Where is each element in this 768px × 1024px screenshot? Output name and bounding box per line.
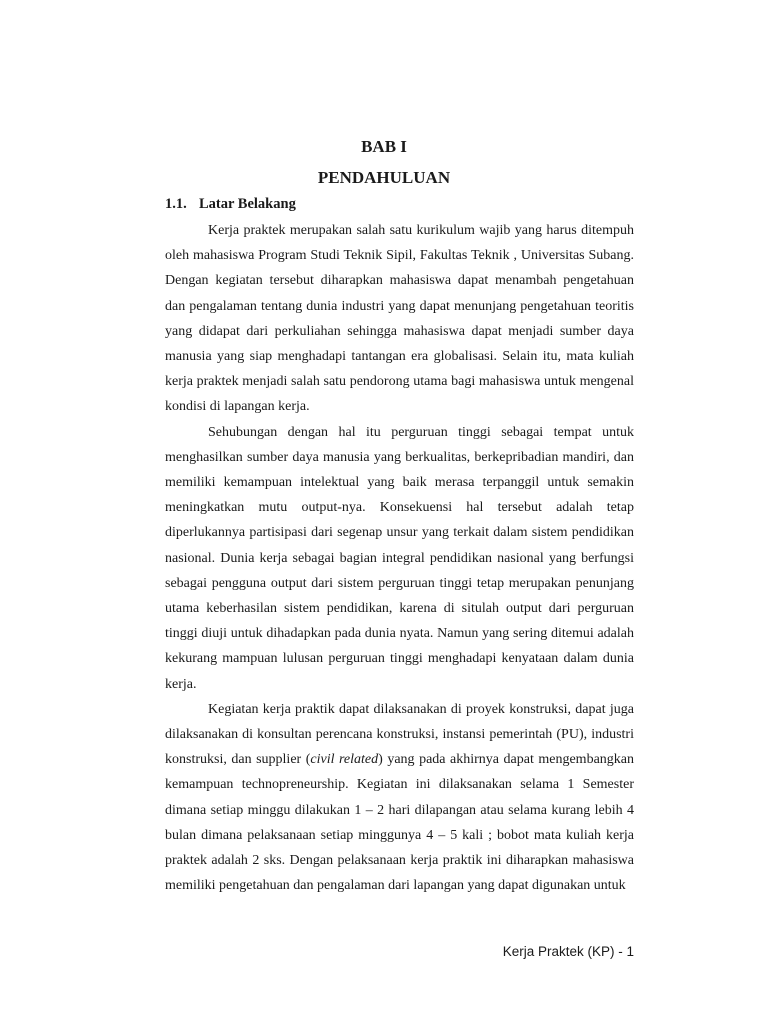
section-heading xyxy=(165,196,296,213)
paragraph-3-part-1: Kegiatan kerja praktik dapat dilaksanakan di proyek konstruksi, dapat juga dilaksanakan di konsultan perencana konstruksi, instansi pemerintah (PU), industri konstruksi, dan supplier ( xyxy=(165,701,634,768)
paragraph-3 xyxy=(165,697,634,899)
section-title: Latar Belakang xyxy=(199,196,296,212)
paragraph-1: Kerja praktek merupakan salah satu kurikulum wajib yang harus ditempuh oleh mahasiswa Program Studi Teknik Sipil, Fakultas Teknik , Universitas Subang. Dengan kegiatan tersebut diharapkan mahasiswa dapat menambah pengetahuan dan pengalaman tentang dunia industri yang dapat menunjang pengetahuan teoritis yang didapat dari perkuliahan sehingga mahasiswa dapat menjadi sumber daya manusia yang siap menghadapi tantangan era globalisasi. Selain itu, mata kuliah kerja praktek menjadi salah satu pendorong utama bagi mahasiswa untuk mengenal kondisi di lapangan kerja. xyxy=(165,223,634,415)
italic-term: civil related xyxy=(310,752,379,768)
chapter-number: BAB I xyxy=(361,137,407,156)
paragraph-3-part-2: ) yang pada akhirnya dapat mengembangkan kemampuan technopreneurship. Kegiatan ini dilaksanakan selama 1 Semester dimana setiap minggu dilakukan 1 – 2 hari dilapangan atau selama kurang lebih 4 bulan dimana pelaksanaan setiap minggunya 4 – 5 kali ; bobot mata kuliah kerja praktek adalah 2 sks. Dengan pelaksanaan kerja praktik ini diharapkan mahasiswa memiliki pengetahuan dan pengalaman dari lapangan yang dapat digunakan untuk xyxy=(165,752,634,894)
section-number: 1.1. xyxy=(165,196,187,212)
page-footer: Kerja Praktek (KP) - 1 xyxy=(502,944,634,959)
paragraph-2: Sehubungan dengan hal itu perguruan tinggi sebagai tempat untuk menghasilkan sumber daya manusia yang berkualitas, berkepribadian mandiri, dan memiliki kemampuan intelektual yang baik merasa terpanggil untuk semakin meningkatkan mutu output-nya. Konsekuensi hal tersebut adalah tetap diperlukannya partisipasi dari segenap unsur yang terkait dalam sistem pendidikan nasional. Dunia kerja sebagai bagian integral pendidikan nasional yang berfungsi sebagai pengguna output dari sistem perguruan tinggi tetap merupakan penunjang utama keberhasilan sistem pendidikan, karena di situlah output dari perguruan tinggi diuji untuk dihadapkan pada dunia nyata. Namun yang sering ditemui adalah kekurang mampuan lulusan perguruan tinggi menghadapi kenyataan dalam dunia kerja. xyxy=(165,424,634,692)
chapter-title: PENDAHULUAN xyxy=(317,168,451,187)
body-text xyxy=(165,218,634,898)
